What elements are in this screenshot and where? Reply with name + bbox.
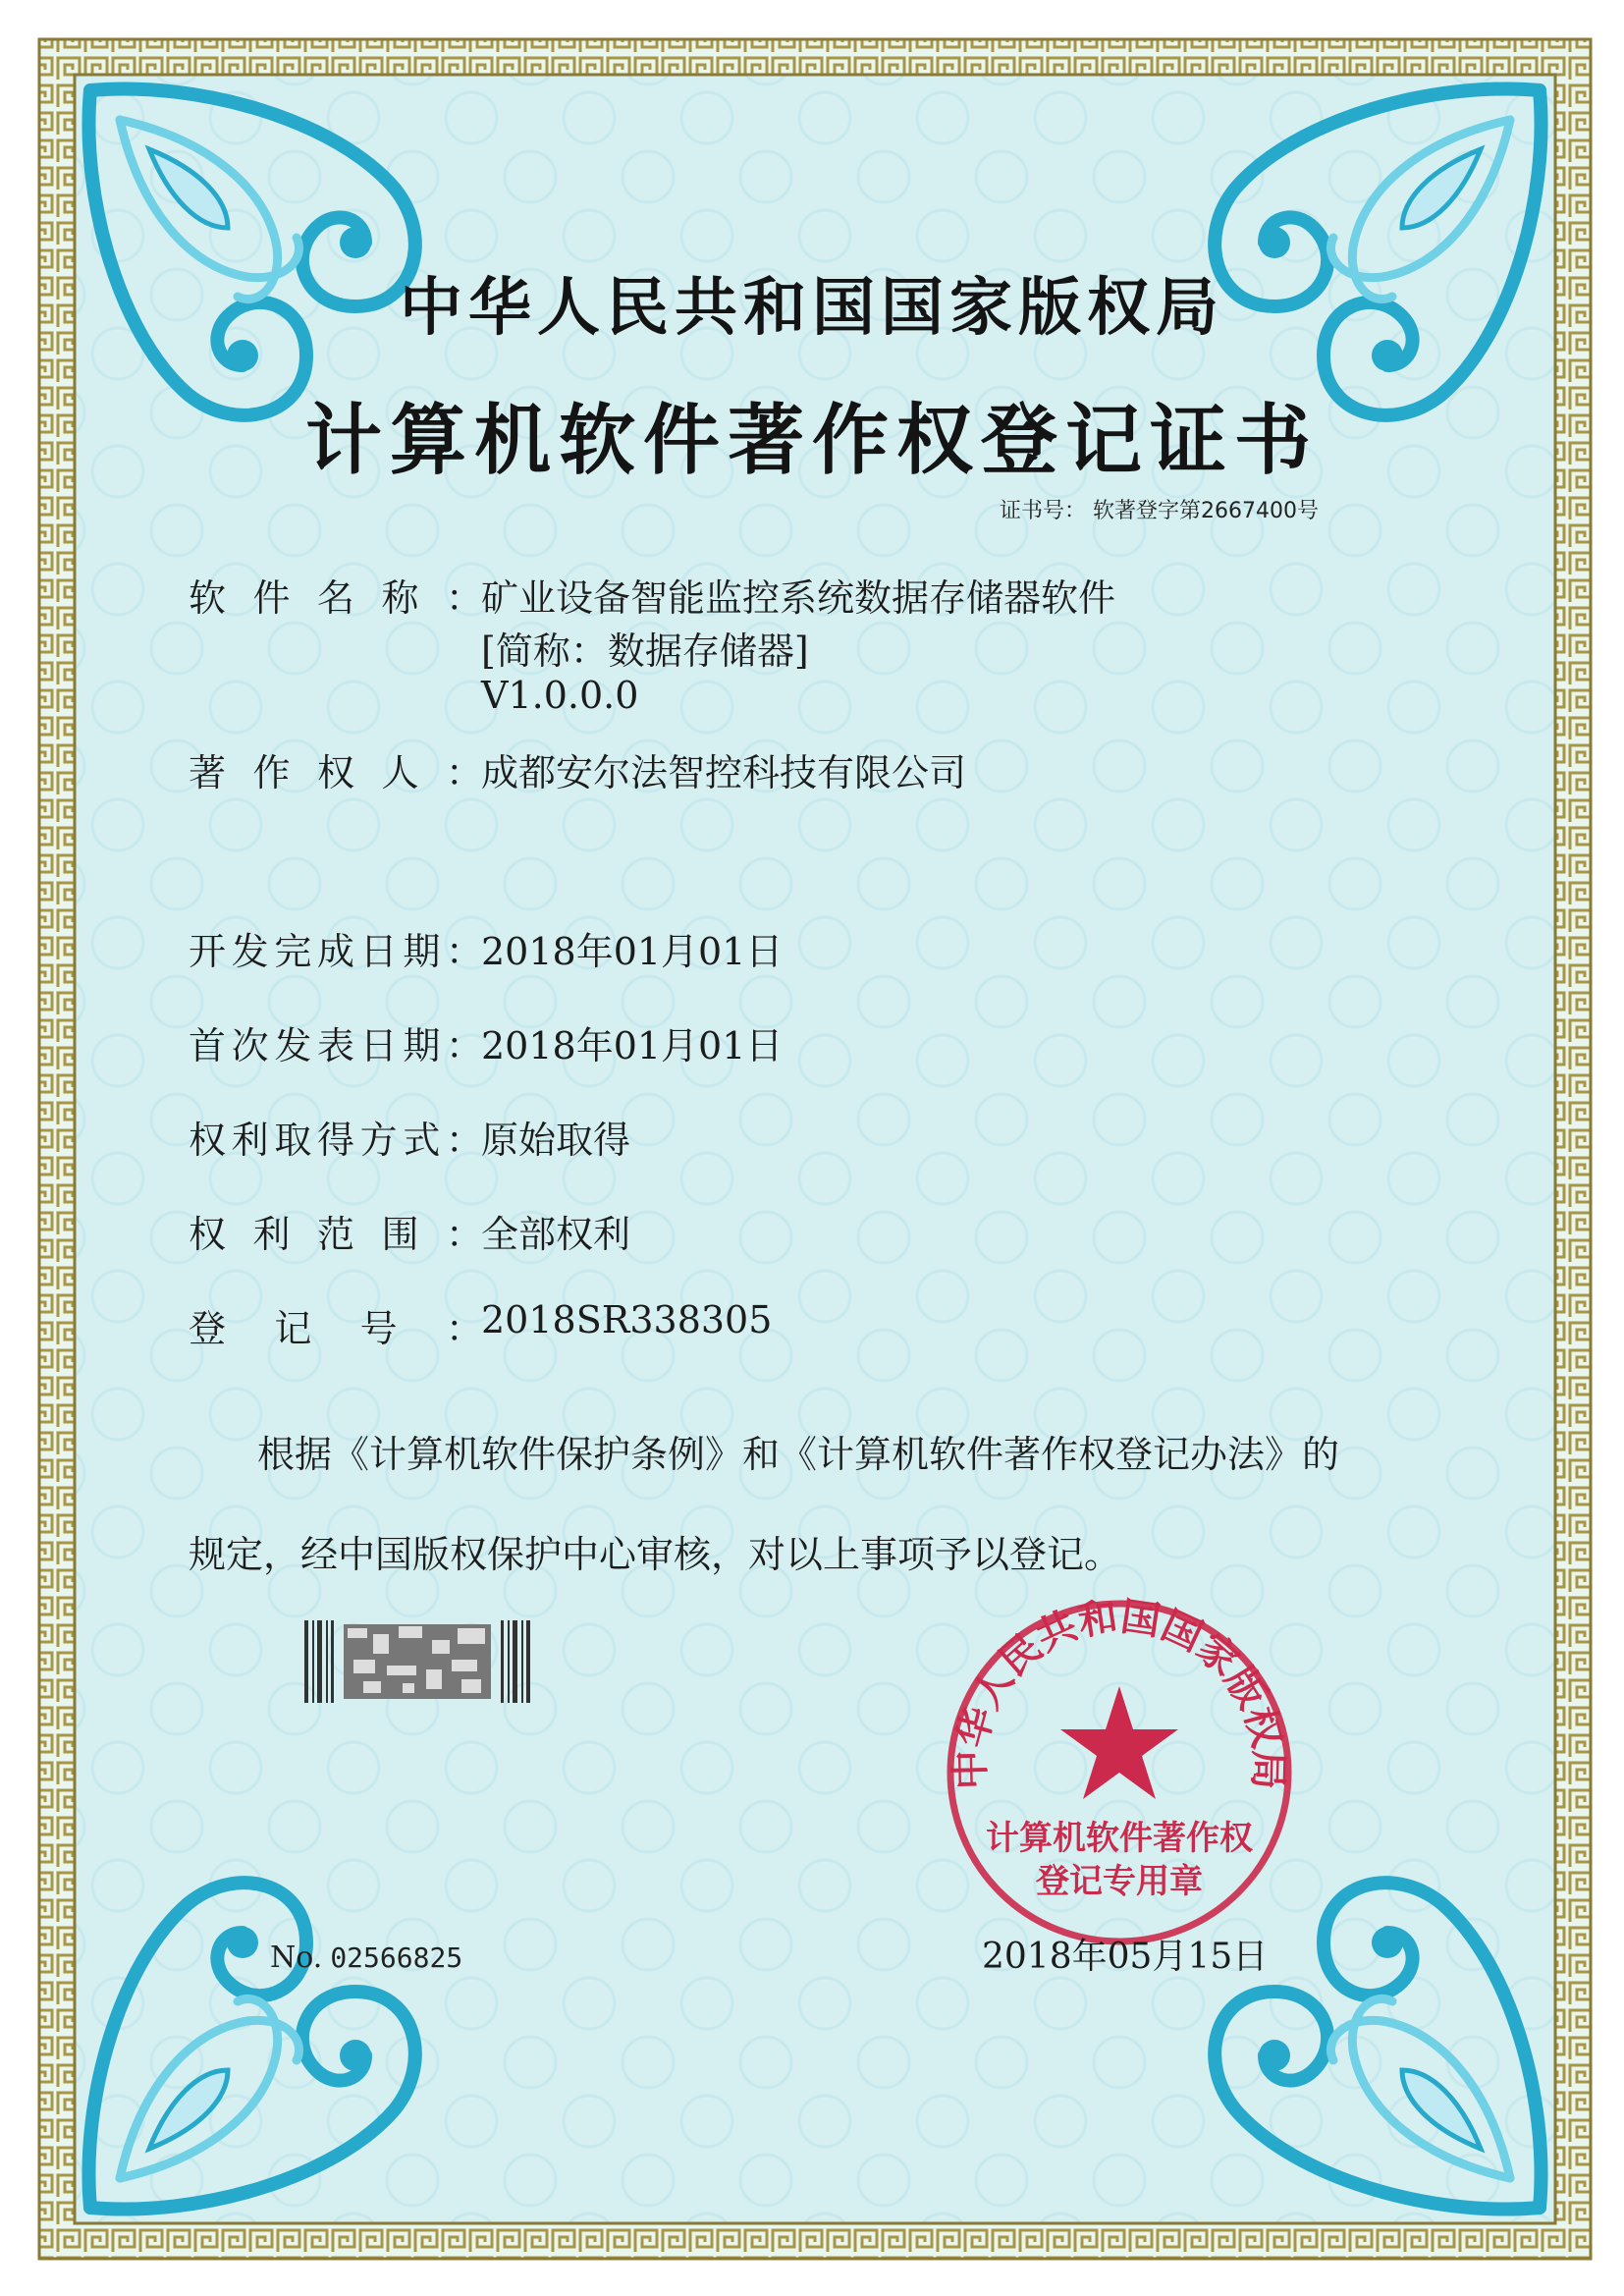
acquisition-label: 权利取得方式：	[189, 1119, 483, 1162]
certificate-number	[1000, 494, 1392, 524]
scope-label: 权利范围：	[189, 1213, 483, 1256]
seal-outer-text: 中华人民共和国国家版权局	[947, 1596, 1291, 1790]
statement-line-2: 规定，经中国版权保护中心审核，对以上事项予以登记。	[189, 1533, 1122, 1576]
certificate-number-value: 软著登字第2667400号	[1093, 499, 1319, 523]
acquisition-value: 原始取得	[481, 1119, 631, 1162]
software-version: V1.0.0.0	[481, 674, 639, 717]
serial-number-label: No.	[270, 1941, 323, 1975]
barcode-image	[304, 1620, 530, 1703]
completion-date-value: 2018年01月01日	[481, 930, 784, 973]
scope-value: 全部权利	[481, 1213, 631, 1256]
seal-inner-line-1: 计算机软件著作权	[986, 1819, 1253, 1858]
completion-date-row	[189, 921, 784, 975]
scope-row	[189, 1204, 631, 1258]
completion-date-label: 开发完成日期：	[189, 930, 483, 973]
publish-date-row	[189, 1015, 784, 1069]
issuer-heading: 中华人民共和国国家版权局	[400, 272, 1224, 345]
registration-row	[189, 1298, 773, 1352]
certificate-number-label: 证书号：	[1000, 499, 1087, 523]
issue-date: 2018年05月15日	[982, 1937, 1269, 1977]
seal-star-icon	[1060, 1686, 1178, 1799]
owner-label: 著作权人：	[189, 751, 483, 794]
official-seal	[943, 1596, 1296, 1949]
publish-date-value: 2018年01月01日	[481, 1024, 784, 1067]
serial-number	[270, 1941, 462, 1975]
registration-value: 2018SR338305	[481, 1298, 773, 1341]
certificate-title: 计算机软件著作权登记证书	[304, 397, 1319, 485]
serial-number-value: 02566825	[330, 1941, 463, 1974]
statement-line-1: 根据《计算机软件保护条例》和《计算机软件著作权登记办法》的	[257, 1433, 1340, 1476]
seal-inner-line-2: 登记专用章	[1036, 1862, 1203, 1901]
software-name-value: 矿业设备智能监控系统数据存储器软件	[481, 576, 1116, 620]
publish-date-label: 首次发表日期：	[189, 1024, 483, 1067]
software-short-name: [简称：数据存储器]	[481, 629, 809, 673]
software-name-row	[189, 568, 1116, 622]
registration-label: 登记号：	[189, 1307, 483, 1350]
owner-row	[189, 742, 967, 796]
acquisition-row	[189, 1110, 631, 1164]
software-name-label: 软件名称：	[189, 576, 483, 620]
owner-value: 成都安尔法智控科技有限公司	[481, 751, 967, 794]
